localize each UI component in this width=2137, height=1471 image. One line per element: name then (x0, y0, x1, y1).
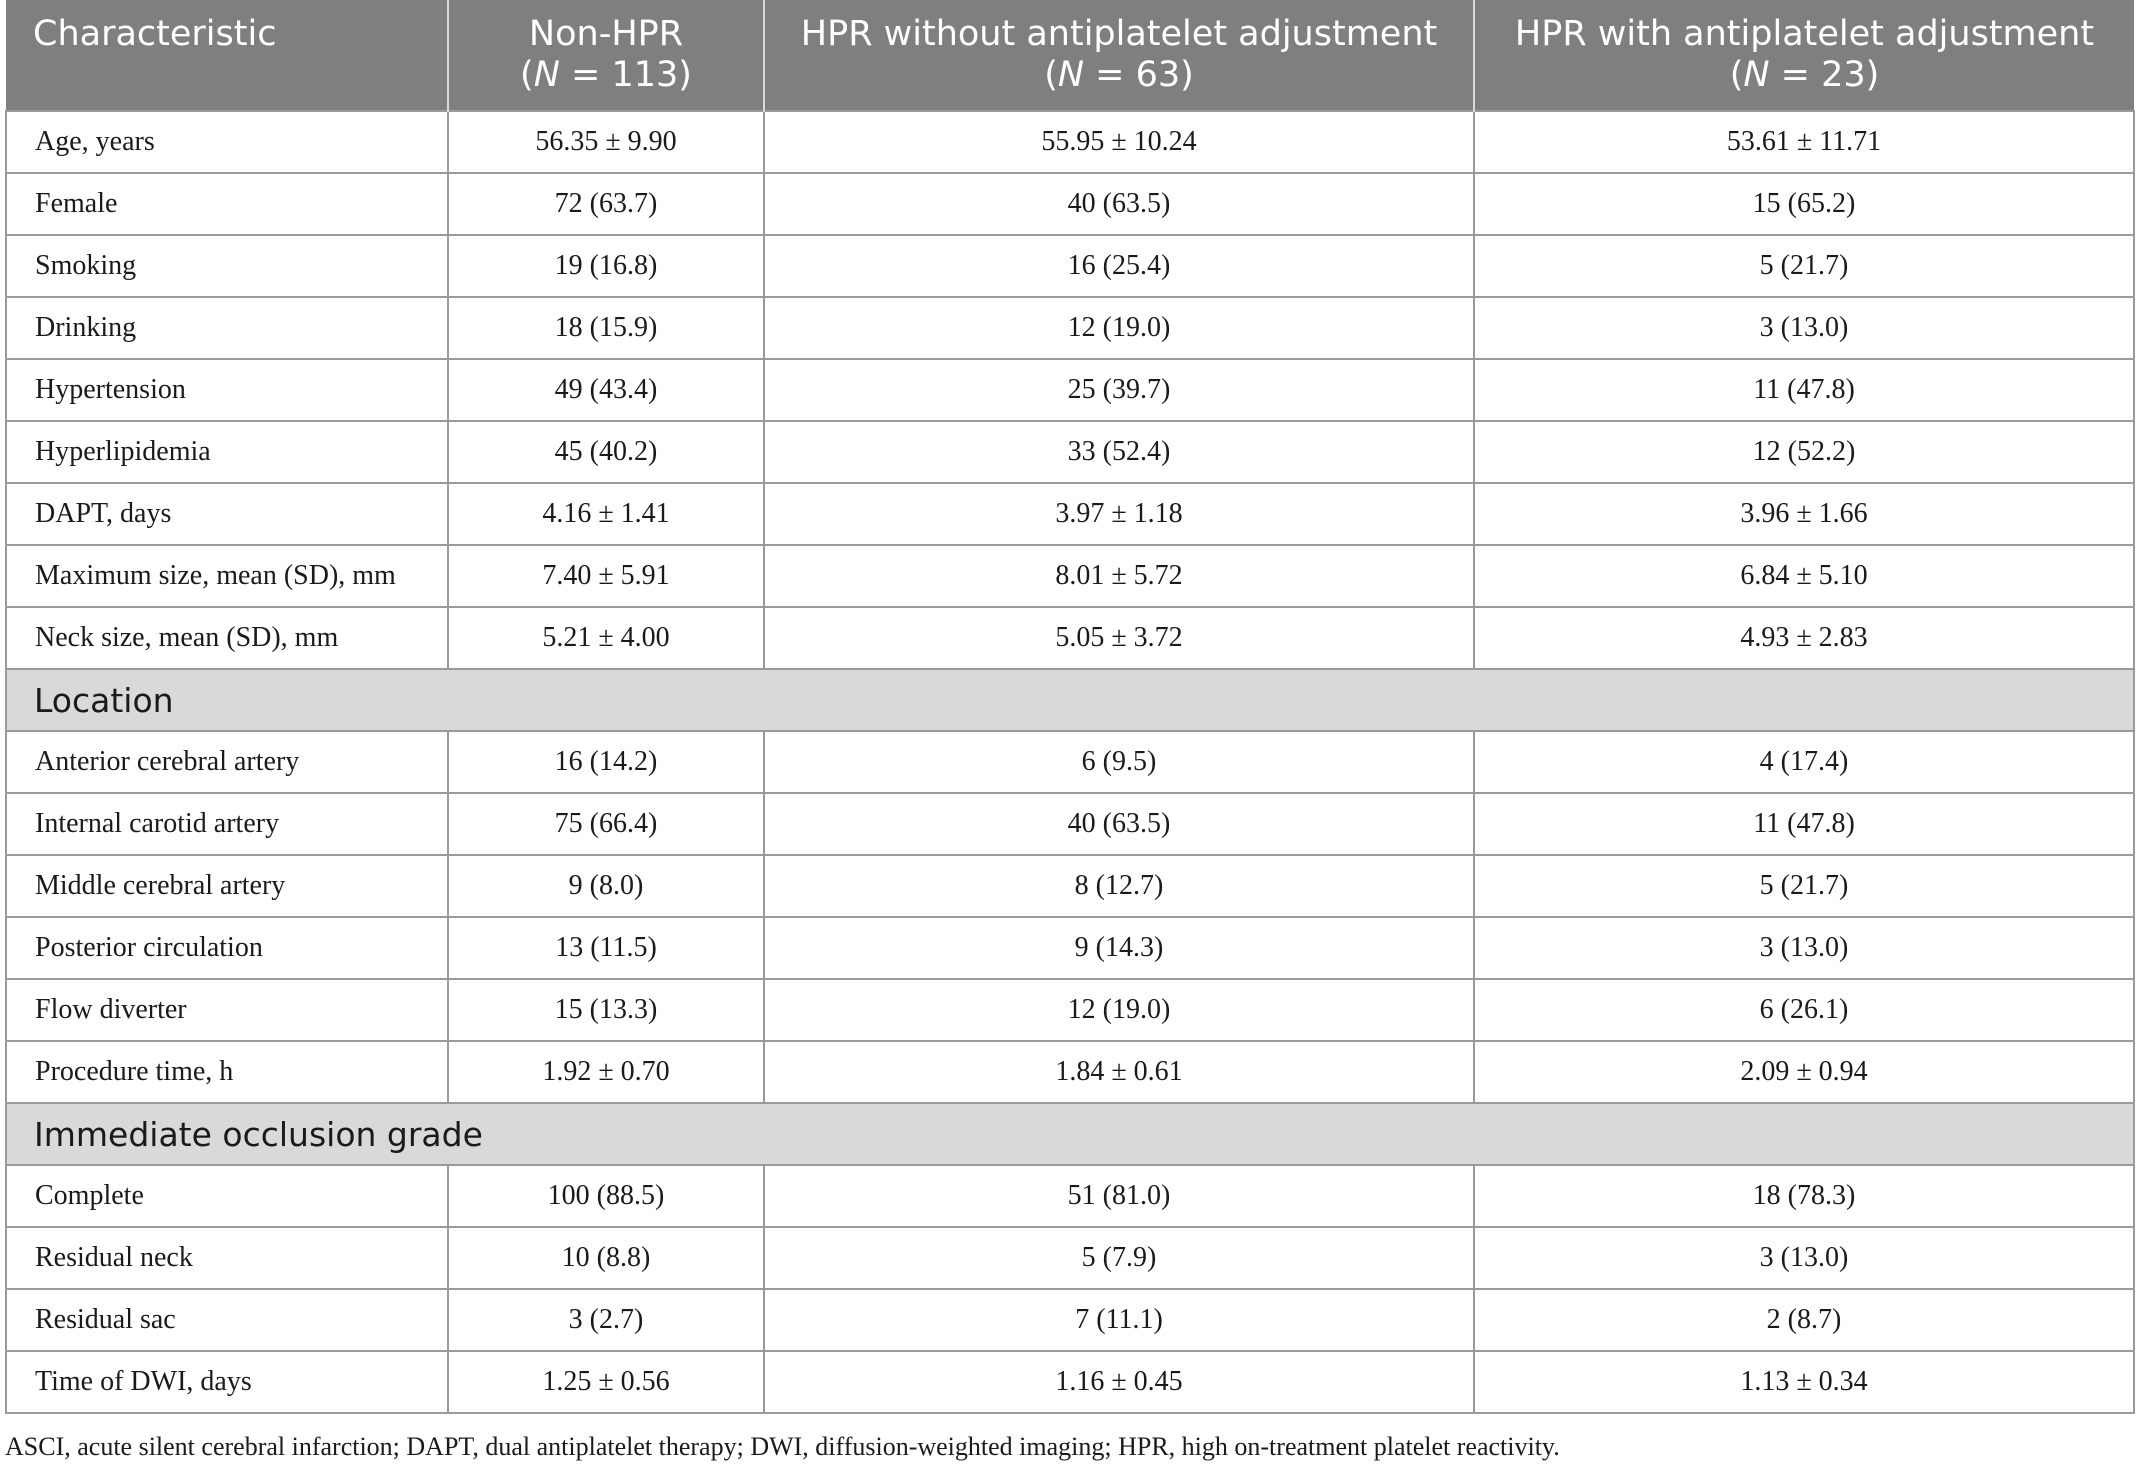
table-cell: 4 (17.4) (1474, 731, 2134, 793)
table-row (6, 1289, 2134, 1351)
table-row (6, 607, 2134, 669)
table-header (6, 0, 2134, 111)
row-label: Smoking (6, 235, 448, 297)
table-cell: 9 (14.3) (764, 917, 1474, 979)
row-label: Residual sac (6, 1289, 448, 1351)
row-label: Hypertension (6, 359, 448, 421)
table-cell: 5.05 ± 3.72 (764, 607, 1474, 669)
section-header-occlusion (6, 1103, 2134, 1165)
row-label: DAPT, days (6, 483, 448, 545)
table-cell: 75 (66.4) (448, 793, 764, 855)
table-row (6, 173, 2134, 235)
table-cell: 3 (13.0) (1474, 297, 2134, 359)
table-cell: 6 (9.5) (764, 731, 1474, 793)
table-row (6, 1227, 2134, 1289)
table-cell: 1.13 ± 0.34 (1474, 1351, 2134, 1413)
table-row (6, 855, 2134, 917)
table-cell: 3.97 ± 1.18 (764, 483, 1474, 545)
row-label: Anterior cerebral artery (6, 731, 448, 793)
table-cell: 8 (12.7) (764, 855, 1474, 917)
table-cell: 40 (63.5) (764, 173, 1474, 235)
table-cell: 8.01 ± 5.72 (764, 545, 1474, 607)
table-cell: 51 (81.0) (764, 1165, 1474, 1227)
table-row (6, 359, 2134, 421)
table-row (6, 917, 2134, 979)
table-cell: 4.16 ± 1.41 (448, 483, 764, 545)
table-row (6, 111, 2134, 173)
table-cell: 16 (25.4) (764, 235, 1474, 297)
table-cell: 11 (47.8) (1474, 359, 2134, 421)
row-label: Time of DWI, days (6, 1351, 448, 1413)
table-row (6, 1165, 2134, 1227)
table-cell: 6 (26.1) (1474, 979, 2134, 1041)
row-label: Female (6, 173, 448, 235)
table-cell: 3.96 ± 1.66 (1474, 483, 2134, 545)
table-cell: 11 (47.8) (1474, 793, 2134, 855)
table-cell: 16 (14.2) (448, 731, 764, 793)
table-cell: 2 (8.7) (1474, 1289, 2134, 1351)
table-row (6, 731, 2134, 793)
table-cell: 55.95 ± 10.24 (764, 111, 1474, 173)
table-cell: 72 (63.7) (448, 173, 764, 235)
table-cell: 3 (13.0) (1474, 917, 2134, 979)
section-title: Immediate occlusion grade (6, 1103, 2134, 1165)
table-cell: 25 (39.7) (764, 359, 1474, 421)
table-cell: 12 (19.0) (764, 297, 1474, 359)
table-cell: 12 (52.2) (1474, 421, 2134, 483)
table-row (6, 235, 2134, 297)
table-cell: 3 (2.7) (448, 1289, 764, 1351)
table-cell: 4.93 ± 2.83 (1474, 607, 2134, 669)
table-row (6, 1041, 2134, 1103)
table-row (6, 1351, 2134, 1413)
row-label: Age, years (6, 111, 448, 173)
table-cell: 1.84 ± 0.61 (764, 1041, 1474, 1103)
row-label: Drinking (6, 297, 448, 359)
table-cell: 18 (78.3) (1474, 1165, 2134, 1227)
row-label: Hyperlipidemia (6, 421, 448, 483)
table-row (6, 297, 2134, 359)
table-cell: 5 (7.9) (764, 1227, 1474, 1289)
row-label: Posterior circulation (6, 917, 448, 979)
table-cell: 10 (8.8) (448, 1227, 764, 1289)
row-label: Middle cerebral artery (6, 855, 448, 917)
section-title: Location (6, 669, 2134, 731)
table-cell: 1.25 ± 0.56 (448, 1351, 764, 1413)
table-cell: 5 (21.7) (1474, 235, 2134, 297)
table-cell: 40 (63.5) (764, 793, 1474, 855)
table-cell: 5.21 ± 4.00 (448, 607, 764, 669)
table-cell: 7 (11.1) (764, 1289, 1474, 1351)
row-label: Internal carotid artery (6, 793, 448, 855)
table-cell: 12 (19.0) (764, 979, 1474, 1041)
row-label: Flow diverter (6, 979, 448, 1041)
row-label: Maximum size, mean (SD), mm (6, 545, 448, 607)
table-cell: 49 (43.4) (448, 359, 764, 421)
table-cell: 33 (52.4) (764, 421, 1474, 483)
table-cell: 100 (88.5) (448, 1165, 764, 1227)
header-hpr-without-adjustment: HPR without antiplatelet adjustment (N = 63) (764, 0, 1474, 111)
table-cell: 45 (40.2) (448, 421, 764, 483)
table-footnote: ASCI, acute silent cerebral infarction; DAPT, dual antiplatelet therapy; DWI, diffusion-weighted imaging; HPR, high on-treatment platelet reactivity. (5, 1432, 1560, 1461)
table-row (6, 483, 2134, 545)
table-cell: 19 (16.8) (448, 235, 764, 297)
characteristics-table (5, 0, 2135, 1414)
header-hpr-with-adjustment: HPR with antiplatelet adjustment (N = 23) (1474, 0, 2134, 111)
table-cell: 18 (15.9) (448, 297, 764, 359)
table-row (6, 793, 2134, 855)
table-cell: 9 (8.0) (448, 855, 764, 917)
table-cell: 5 (21.7) (1474, 855, 2134, 917)
header-characteristic: Characteristic (6, 0, 448, 111)
table-cell: 53.61 ± 11.71 (1474, 111, 2134, 173)
table-row (6, 545, 2134, 607)
characteristics-table-container (5, 0, 2133, 1414)
table-cell: 56.35 ± 9.90 (448, 111, 764, 173)
section-header-location (6, 669, 2134, 731)
row-label: Neck size, mean (SD), mm (6, 607, 448, 669)
row-label: Procedure time, h (6, 1041, 448, 1103)
table-cell: 1.16 ± 0.45 (764, 1351, 1474, 1413)
row-label: Complete (6, 1165, 448, 1227)
table-cell: 2.09 ± 0.94 (1474, 1041, 2134, 1103)
table-cell: 7.40 ± 5.91 (448, 545, 764, 607)
table-cell: 13 (11.5) (448, 917, 764, 979)
row-label: Residual neck (6, 1227, 448, 1289)
table-cell: 15 (65.2) (1474, 173, 2134, 235)
table-row (6, 421, 2134, 483)
table-body (6, 111, 2134, 1413)
table-row (6, 979, 2134, 1041)
header-non-hpr: Non-HPR (N = 113) (448, 0, 764, 111)
table-cell: 15 (13.3) (448, 979, 764, 1041)
table-cell: 1.92 ± 0.70 (448, 1041, 764, 1103)
table-cell: 6.84 ± 5.10 (1474, 545, 2134, 607)
table-cell: 3 (13.0) (1474, 1227, 2134, 1289)
